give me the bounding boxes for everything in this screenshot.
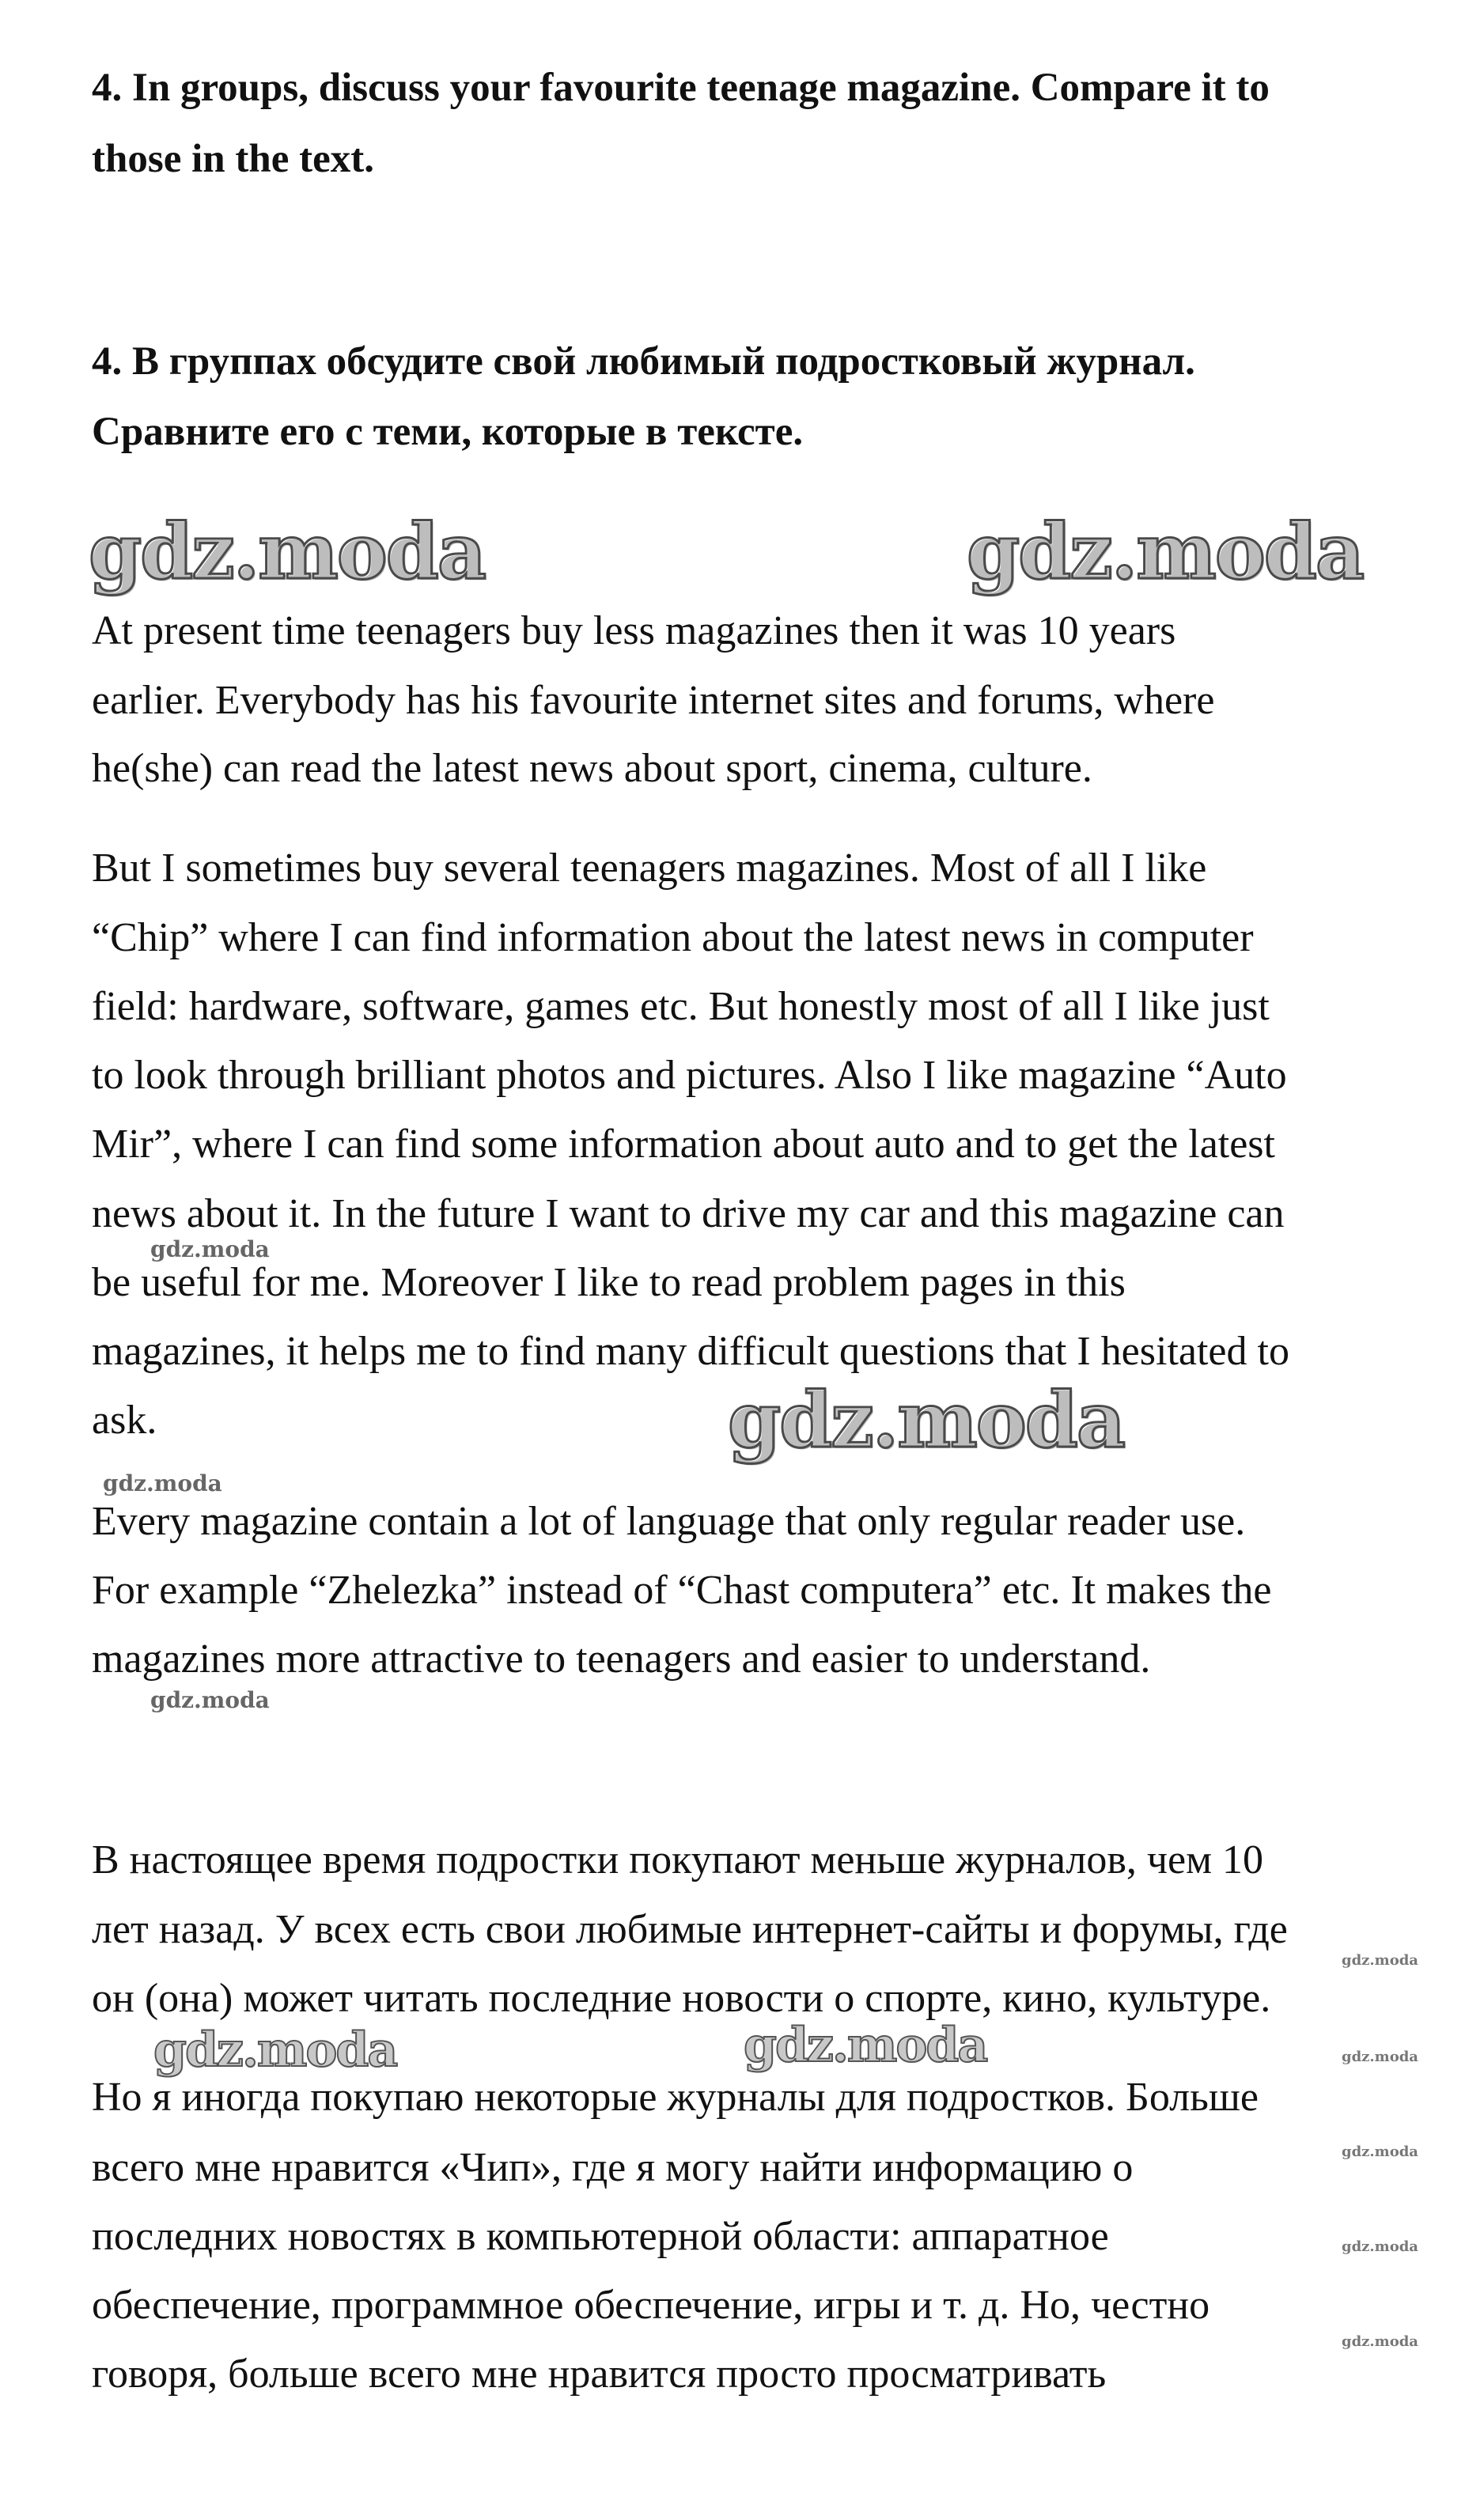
task-heading-ru-line-1: 4. В группах обсудите свой любимый подростковый журнал. <box>92 339 1195 384</box>
watermark-logo: gdz.moda <box>744 2018 987 2073</box>
watermark-tiny: gdz.moda <box>1342 1952 1418 1969</box>
answer-en-p1-line-1: At present time teenagers buy less magazines then it was 10 years <box>92 608 1176 653</box>
watermark-tiny: gdz.moda <box>1342 2238 1418 2255</box>
answer-ru-p2-line-2: всего мне нравится «Чип», где я могу найти информацию о <box>92 2145 1134 2190</box>
watermark-small: gdz.moda <box>103 1470 222 1496</box>
answer-en-p2-line-3: field: hardware, software, games etc. But honestly most of all I like just <box>92 984 1270 1029</box>
answer-en-p2-line-1: But I sometimes buy several teenagers magazines. Most of all I like <box>92 846 1207 891</box>
answer-ru-p1-line-2: лет назад. У всех есть свои любимые интернет-сайты и форумы, где <box>92 1907 1288 1952</box>
watermark-logo: gdz.moda <box>967 507 1364 596</box>
answer-ru-p2-line-4: обеспечение, программное обеспечение, игры и т. д. Но, честно <box>92 2283 1210 2328</box>
answer-en-p2-line-2: “Chip” where I can find information about the latest news in computer <box>92 915 1254 960</box>
answer-en-p2-line-8: magazines, it helps me to find many difficult questions that I hesitated to <box>92 1329 1289 1374</box>
answer-en-p3-line-3: magazines more attractive to teenagers and easier to understand. <box>92 1636 1151 1682</box>
watermark-tiny: gdz.moda <box>1342 2333 1418 2350</box>
watermark-tiny: gdz.moda <box>1342 2049 1418 2065</box>
answer-ru-p1-line-1: В настоящее время подростки покупают меньше журналов, чем 10 <box>92 1837 1264 1882</box>
answer-en-p2-line-6: news about it. In the future I want to drive my car and this magazine can <box>92 1191 1285 1236</box>
watermark-logo: gdz.moda <box>153 2022 397 2078</box>
task-heading-en-line-2: those in the text. <box>92 137 374 181</box>
answer-en-p2-line-9: ask. <box>92 1398 157 1443</box>
task-heading-ru-line-2: Сравните его с теми, которые в тексте. <box>92 410 804 454</box>
answer-ru-p2-line-1: Но я иногда покупаю некоторые журналы для подростков. Больше <box>92 2075 1259 2120</box>
answer-en-p2-line-5: Mir”, where I can find some information about auto and to get the latest <box>92 1122 1275 1167</box>
answer-ru-p1-line-3: он (она) может читать последние новости о спорте, кино, культуре. <box>92 1976 1271 2021</box>
task-heading-en-line-1: 4. In groups, discuss your favourite teenage magazine. Compare it to <box>92 66 1270 110</box>
answer-en-p1-line-2: earlier. Everybody has his favourite internet sites and forums, where <box>92 678 1215 723</box>
watermark-small: gdz.moda <box>150 1687 270 1713</box>
answer-en-p3-line-2: For example “Zhelezka” instead of “Chast computera” etc. It makes the <box>92 1568 1272 1613</box>
answer-en-p2-line-7: be useful for me. Moreover I like to read problem pages in this <box>92 1260 1126 1305</box>
answer-ru-p2-line-3: последних новостях в компьютерной области: аппаратное <box>92 2214 1109 2259</box>
answer-en-p2-line-4: to look through brilliant photos and pictures. Also I like magazine “Auto <box>92 1053 1287 1098</box>
watermark-small: gdz.moda <box>150 1236 270 1262</box>
watermark-logo: gdz.moda <box>89 507 486 596</box>
watermark-tiny: gdz.moda <box>1342 2144 1418 2160</box>
answer-en-p1-line-3: he(she) can read the latest news about sport, cinema, culture. <box>92 746 1092 791</box>
answer-ru-p2-line-5: говоря, больше всего мне нравится просто просматривать <box>92 2352 1107 2397</box>
answer-en-p3-line-1: Every magazine contain a lot of language that only regular reader use. <box>92 1499 1246 1544</box>
watermark-logo: gdz.moda <box>728 1375 1125 1465</box>
